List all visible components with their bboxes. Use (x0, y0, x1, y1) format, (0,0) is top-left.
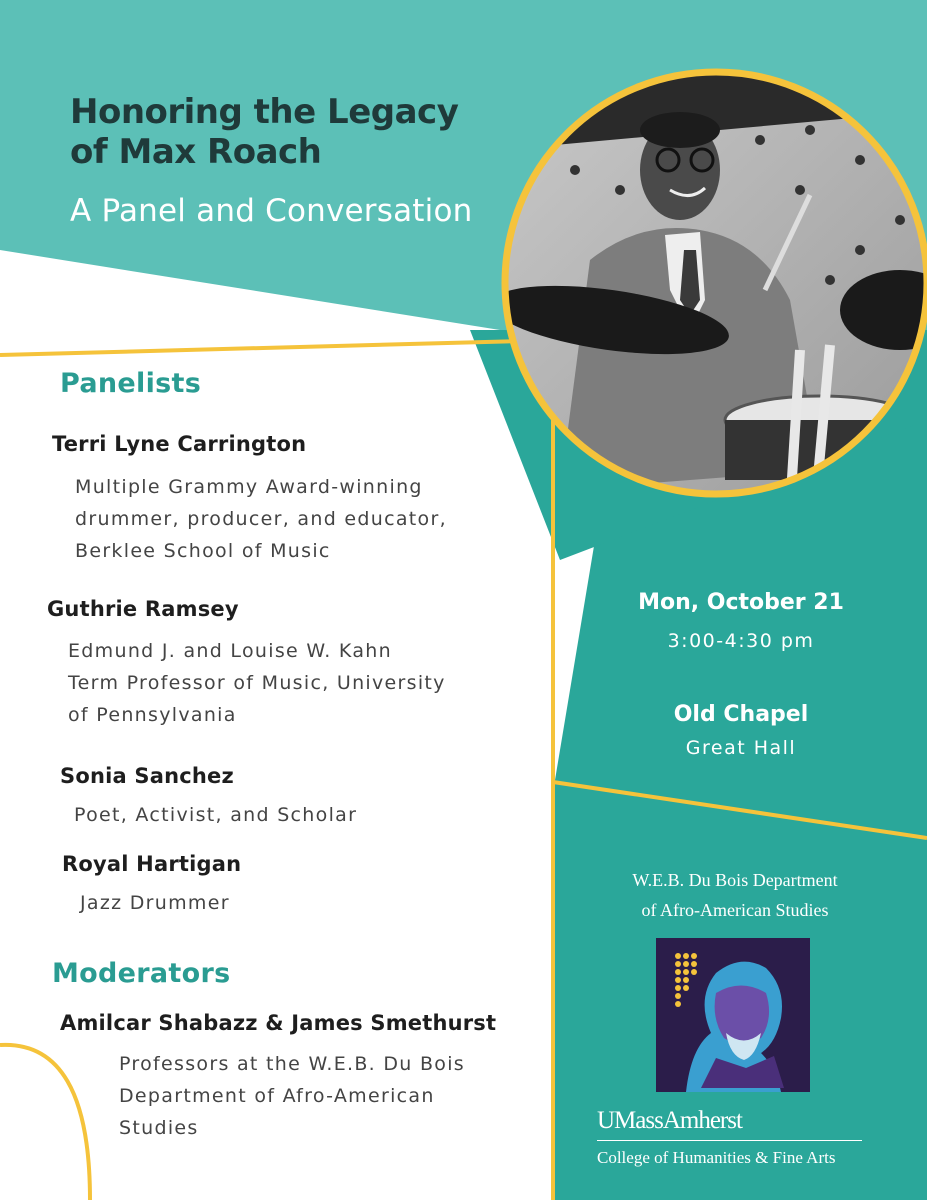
panelist-description (74, 799, 357, 831)
desc-line: Edmund J. and Louise W. Kahn (68, 640, 392, 662)
moderators-heading: Moderators (52, 958, 231, 989)
panelists-heading: Panelists (60, 368, 202, 399)
du-bois-portrait-logo (656, 938, 810, 1092)
event-time: 3:00-4:30 pm (667, 630, 815, 652)
event-date: Mon, October 21 (638, 590, 844, 615)
college-name: College of Humanities & Fine Arts (597, 1148, 836, 1167)
desc-line: Poet, Activist, and Scholar (74, 804, 358, 826)
desc-line: Studies (119, 1117, 199, 1139)
panelist-name: Sonia Sanchez (60, 764, 234, 788)
desc-line: Multiple Grammy Award-winning (75, 476, 423, 498)
dept-line-2: of Afro-American Studies (641, 900, 829, 920)
panelist-name: Terri Lyne Carrington (52, 432, 307, 456)
desc-line: drummer, producer, and educator, (75, 508, 447, 530)
event-venue: Old Chapel (673, 702, 809, 727)
title-line-2: of Max Roach (70, 132, 322, 172)
brand-divider (597, 1140, 862, 1141)
panelist-name: Guthrie Ramsey (47, 597, 239, 621)
desc-line: Professors at the W.E.B. Du Bois (119, 1053, 465, 1075)
desc-line: Department of Afro-American (119, 1085, 435, 1107)
title-line-1: Honoring the Legacy (70, 92, 459, 132)
desc-line: Berklee School of Music (75, 540, 331, 562)
panelist-description (68, 635, 446, 731)
desc-line: of Pennsylvania (68, 704, 237, 726)
panelist-description (75, 471, 447, 567)
moderator-names: Amilcar Shabazz & James Smethurst (60, 1011, 497, 1035)
panelist-description (80, 887, 230, 919)
event-subtitle: A Panel and Conversation (70, 193, 473, 229)
event-room: Great Hall (685, 737, 797, 759)
umass-amherst-wordmark: UMassAmherst (597, 1107, 742, 1134)
desc-line: Jazz Drummer (80, 892, 230, 914)
event-title (70, 92, 510, 172)
department-name (555, 865, 915, 925)
panelist-name: Royal Hartigan (62, 852, 242, 876)
desc-line: Term Professor of Music, University (68, 672, 446, 694)
moderator-description (119, 1048, 465, 1144)
dept-line-1: W.E.B. Du Bois Department (632, 870, 838, 890)
